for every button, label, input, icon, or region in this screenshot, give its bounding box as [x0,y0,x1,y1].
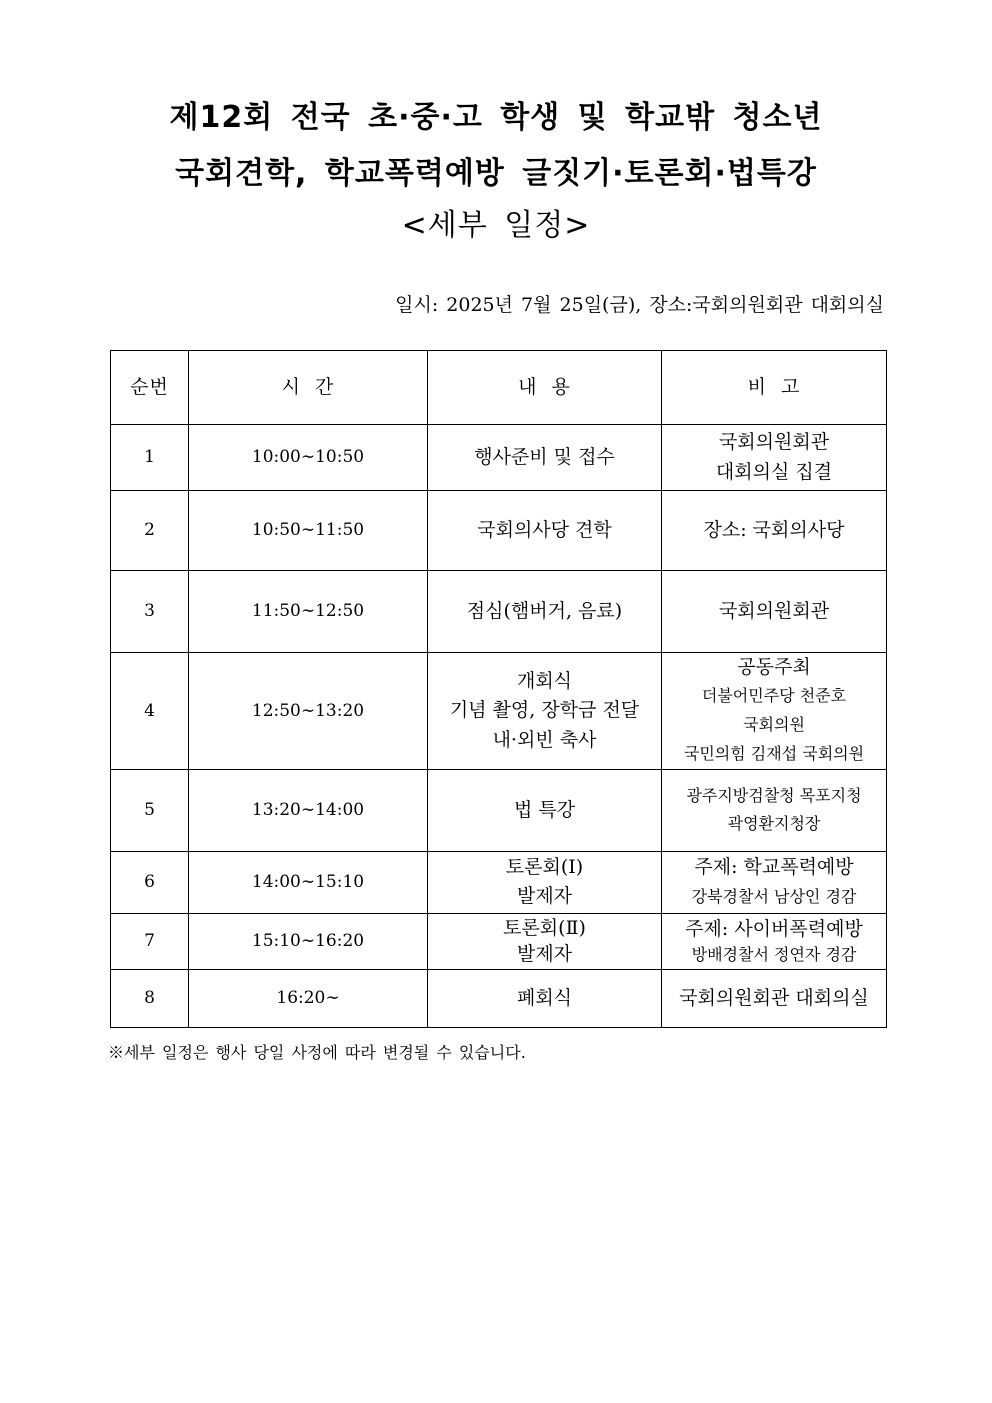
table-row [111,571,887,653]
note-line: 장소: 국회의사당 [703,518,845,541]
row-no: 2 [111,491,189,571]
row-desc [428,913,662,969]
row-no: 5 [111,769,189,851]
note-line: 곽영환지청장 [727,814,821,834]
desc-line: 개회식 [516,669,573,692]
table-row [111,769,887,851]
row-no: 6 [111,851,189,913]
table-row [111,491,887,571]
table-row [111,425,887,491]
table-row [111,969,887,1027]
note-line: 국회의원회관 [718,431,830,454]
row-time: 13:20∼14:00 [189,769,428,851]
title-line-2: 국회견학, 학교폭력예방 글짓기·토론회·법특강 [175,156,817,191]
row-note [662,425,887,491]
note-line: 더불어민주당 천준호 [701,686,847,706]
row-desc [428,769,662,851]
note-line: 국회의원회관 대회의실 [679,986,869,1009]
schedule-table [110,350,887,1028]
header-no: 순번 [111,351,189,425]
row-time: 10:50∼11:50 [189,491,428,571]
title-line-1: 제12회 전국 초·중·고 학생 및 학교밖 청소년 [169,100,823,135]
row-desc [428,425,662,491]
row-no: 4 [111,653,189,770]
note-line: 광주지방검찰청 목포지청 [686,785,862,805]
row-no: 3 [111,571,189,653]
desc-line: 내·외빈 축사 [492,728,597,751]
row-no: 7 [111,913,189,969]
event-info: 일시: 2025년 7월 25일(금), 장소:국회의원회관 대회의실 [395,294,884,316]
row-note [662,913,887,969]
header-note: 비 고 [662,351,887,425]
row-no: 8 [111,969,189,1027]
note-line: 대회의실 집결 [715,460,833,483]
row-no: 1 [111,425,189,491]
desc-line: 폐회식 [516,986,573,1009]
footnote: ※세부 일정은 행사 당일 사정에 따라 변경될 수 있습니다. [108,1043,526,1062]
note-line: 강북경찰서 남상인 경감 [691,886,857,906]
desc-line: 기념 촬영, 장학금 전달 [449,699,640,722]
row-note [662,491,887,571]
table-row [111,851,887,913]
table-row [111,653,887,770]
row-time: 12:50∼13:20 [189,653,428,770]
desc-line: 발제자 [516,885,573,908]
row-note [662,969,887,1027]
row-time: 15:10∼16:20 [189,913,428,969]
desc-line: 행사준비 및 접수 [474,445,615,468]
note-line: 국회의원 [743,715,805,735]
desc-line: 국회의사당 견학 [477,518,612,541]
desc-line: 점심(햄버거, 음료) [466,599,623,622]
row-time: 14:00∼15:10 [189,851,428,913]
desc-line: 법 특강 [513,798,576,821]
note-line: 주제: 사이버폭력예방 [685,918,863,941]
row-desc [428,571,662,653]
note-line: 국민의힘 김재섭 국회의원 [683,744,865,764]
note-line: 공동주최 [737,656,811,678]
header-row [111,351,887,425]
desc-line: 토론회(Ⅰ) [505,855,584,878]
row-desc [428,851,662,913]
row-time: 16:20∼ [189,969,428,1027]
row-time: 11:50∼12:50 [189,571,428,653]
row-desc [428,653,662,770]
row-note [662,571,887,653]
row-desc [428,969,662,1027]
row-note [662,653,887,770]
row-note [662,851,887,913]
title-line-3: <세부 일정> [401,208,591,243]
header-time: 시 간 [189,351,428,425]
note-line: 국회의원회관 [718,599,830,622]
row-time: 10:00∼10:50 [189,425,428,491]
desc-line: 토론회(Ⅱ) [503,916,586,939]
header-desc: 내 용 [428,351,662,425]
note-line: 주제: 학교폭력예방 [694,856,854,879]
row-desc [428,491,662,571]
row-note [662,769,887,851]
note-line: 방배경찰서 정연자 경감 [691,944,857,964]
desc-line: 발제자 [516,943,573,966]
table-row [111,913,887,969]
